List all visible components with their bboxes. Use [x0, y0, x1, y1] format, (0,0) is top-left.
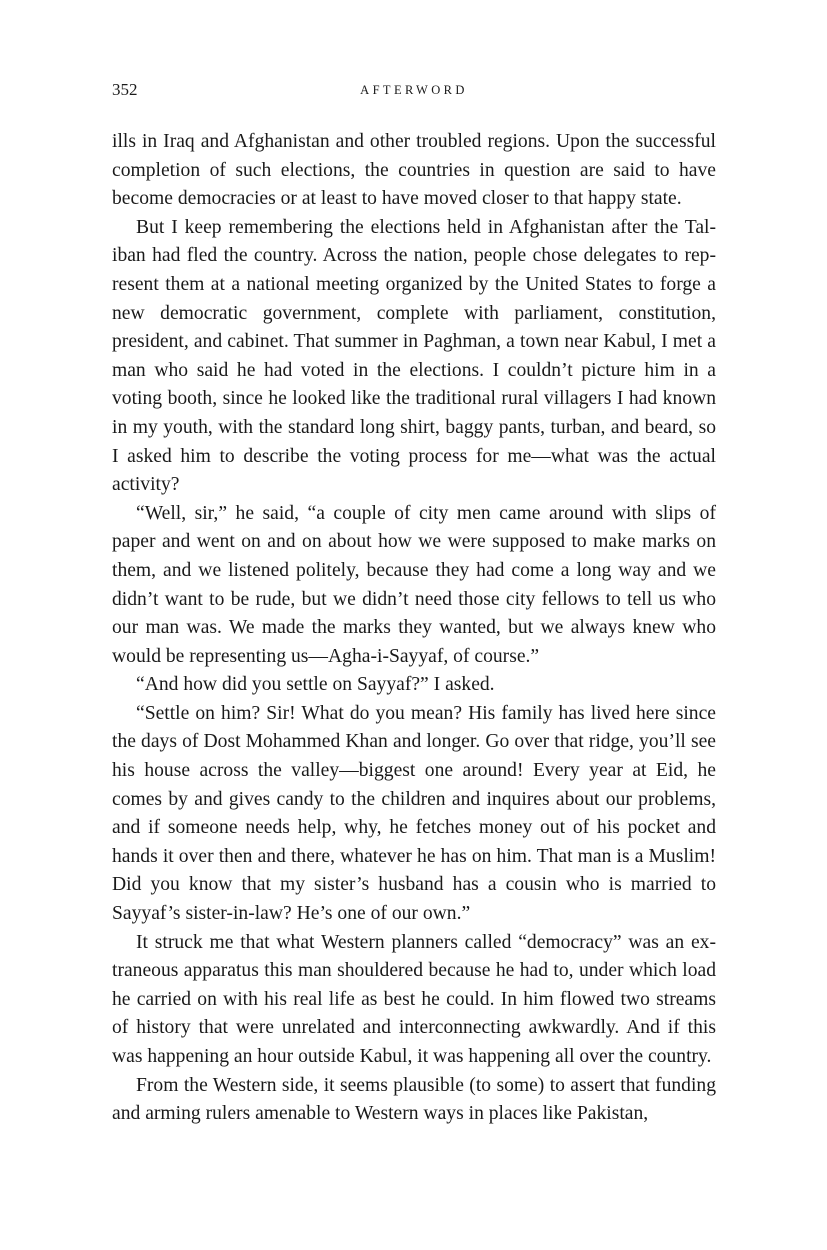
running-head-title: AFTERWORD — [360, 83, 468, 97]
paragraph: But I keep remembering the elections held in Afghanistan after the Taliban had fled the country. Across the nation, people chose delegates to represent them at a national meeting organized by the United States to forge a new democratic government, complete with parliament, constitution, president, and cabinet. That summer in Paghman, a town near Kabul, I met a man who said he had voted in the elections. I couldn’t picture him in a voting booth, since he looked like the traditional rural villagers I had known in my youth, with the standard long shirt, baggy pants, turban, and beard, so I asked him to describe the voting process for me—what was the actual activity? — [112, 216, 716, 496]
page-number: 352 — [112, 80, 138, 99]
paragraph: It struck me that what Western planners called “democracy” was an extraneous apparatus this man shouldered because he had to, under which load he carried on with his real life as best he could. In him flowed two streams of history that were unrelated and interconnecting awkwardly. And if this was happening an hour outside Kabul, it was happening all over the country. — [112, 931, 716, 1067]
paragraph: “Well, sir,” he said, “a couple of city men came around with slips of paper and went on and on about how we were supposed to make marks on them, and we listened politely, because they had come a long way and we didn’t want to be rude, but we didn’t need those city fellows to tell us who our man was. We made the marks they wanted, but we always knew who would be representing us—Agha-i-Sayyaf, of course.” — [112, 502, 716, 667]
running-head — [112, 78, 716, 102]
paragraph-continued: ills in Iraq and Afghanistan and other troubled regions. Upon the successful completion of such elections, the countries in question are said to have become democracies or at least to have moved closer to that happy state. — [112, 131, 716, 210]
paragraph: “And how did you settle on Sayyaf?” I asked. — [136, 674, 495, 696]
body-text — [112, 128, 716, 1129]
paragraph-continues: From the Western side, it seems plausible (to some) to assert that funding and arming rulers amenable to Western ways in places like Pakistan, — [112, 1074, 716, 1125]
paragraph: “Settle on him? Sir! What do you mean? His family has lived here since the days of Dost Mohammed Khan and longer. Go over that ridge, you’ll see his house across the valley—biggest one around! Every year at Eid, he comes by and gives candy to the children and inquires about our problems, and if someone needs help, why, he fetches money out of his pocket and hands it over then and there, whatever he has on him. That man is a Muslim! Did you know that my sister’s husband has a cousin who is married to Sayyaf’s sister-in-law? He’s one of our own.” — [112, 702, 716, 925]
